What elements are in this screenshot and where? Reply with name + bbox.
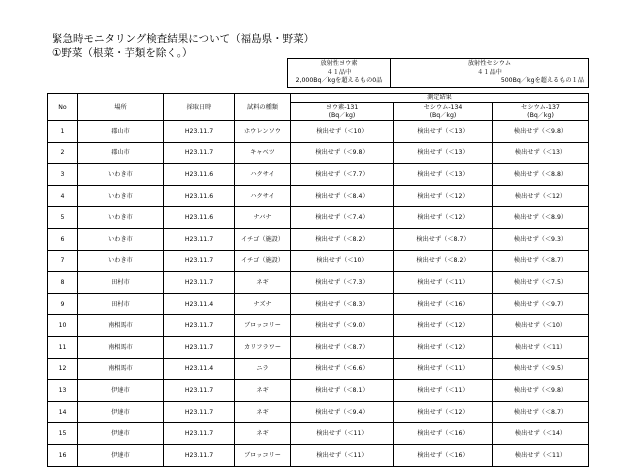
cell-cs137: 検出せず（＜11） — [493, 336, 589, 358]
cell-item: イチゴ（施設） — [235, 228, 291, 250]
cell-cs134: 検出せず（＜12） — [394, 315, 493, 337]
cell-i131: 検出せず（＜10） — [291, 250, 394, 272]
cell-date: H23.11.7 — [164, 121, 235, 143]
table-row — [48, 444, 589, 466]
cell-i131: 検出せず（＜8.2） — [291, 228, 394, 250]
cell-i131: 検出せず（＜6.6） — [291, 358, 394, 380]
cell-item: ブロッコリー — [235, 444, 291, 466]
cell-item: イチゴ（施設） — [235, 250, 291, 272]
cell-i131: 検出せず（＜9.8） — [291, 142, 394, 164]
cell-item: ホウレンソウ — [235, 121, 291, 143]
summary-iodine-note: 2,000Bq／kgを超えるもの0品 — [295, 77, 383, 85]
summary-iodine-cell — [288, 59, 391, 88]
summary-iodine-label: 放射性ヨウ素 — [320, 60, 358, 68]
cell-place: 南相馬市 — [78, 358, 164, 380]
cell-item: ネギ — [235, 380, 291, 402]
cell-place: 郡山市 — [78, 142, 164, 164]
cell-place: 南相馬市 — [78, 336, 164, 358]
cell-item: ネギ — [235, 423, 291, 445]
table-row — [48, 358, 589, 380]
cell-i131: 検出せず（＜7.7） — [291, 164, 394, 186]
cell-cs137: 検出せず（＜9.8） — [493, 380, 589, 402]
summary-cesium-count: ４１品中 — [477, 68, 502, 76]
cell-cs134: 検出せず（＜13） — [394, 142, 493, 164]
header-unit-cs134: (Bq／kg) — [394, 112, 493, 121]
cell-i131: 検出せず（＜11） — [291, 423, 394, 445]
cell-cs137: 検出せず（＜9.8） — [493, 121, 589, 143]
cell-cs137: 検出せず（＜9.7） — [493, 293, 589, 315]
header-cs137: セシウム-137 — [493, 103, 589, 113]
cell-cs137: 検出せず（＜8.7） — [493, 401, 589, 423]
cell-cs137: 検出せず（＜8.9） — [493, 207, 589, 229]
cell-date: H23.11.7 — [164, 444, 235, 466]
cell-no: 1 — [48, 121, 78, 143]
cell-cs137: 検出せず（＜12） — [493, 185, 589, 207]
cell-cs137: 検出せず（＜14） — [493, 423, 589, 445]
cell-i131: 検出せず（＜9.0） — [291, 315, 394, 337]
cell-no: 12 — [48, 358, 78, 380]
summary-iodine-count: ４１品中 — [326, 68, 352, 76]
cell-date: H23.11.7 — [164, 380, 235, 402]
cell-no: 2 — [48, 142, 78, 164]
table-row — [48, 164, 589, 186]
table-row — [48, 380, 589, 402]
cell-cs137: 検出せず（＜10） — [493, 315, 589, 337]
cell-no: 9 — [48, 293, 78, 315]
cell-cs134: 検出せず（＜11） — [394, 272, 493, 294]
cell-date: H23.11.7 — [164, 315, 235, 337]
header-i131: ヨウ素-131 — [291, 103, 394, 113]
cell-date: H23.11.6 — [164, 207, 235, 229]
cell-place: 田村市 — [78, 272, 164, 294]
cell-date: H23.11.7 — [164, 142, 235, 164]
cell-i131: 検出せず（＜8.3） — [291, 293, 394, 315]
cell-place: いわき市 — [78, 207, 164, 229]
cell-date: H23.11.7 — [164, 272, 235, 294]
cell-no: 13 — [48, 380, 78, 402]
cell-item: ネギ — [235, 401, 291, 423]
cell-i131: 検出せず（＜7.3） — [291, 272, 394, 294]
cell-no: 4 — [48, 185, 78, 207]
table-row — [48, 423, 589, 445]
cell-cs137: 検出せず（＜9.5） — [493, 358, 589, 380]
cell-cs134: 検出せず（＜11） — [394, 358, 493, 380]
cell-cs134: 検出せず（＜13） — [394, 121, 493, 143]
cell-date: H23.11.4 — [164, 293, 235, 315]
table-row — [48, 207, 589, 229]
header-item: 試料の種類 — [235, 94, 291, 121]
cell-i131: 検出せず（＜10） — [291, 121, 394, 143]
cell-no: 3 — [48, 164, 78, 186]
header-cs134: セシウム-134 — [394, 103, 493, 113]
cell-cs134: 検出せず（＜8.2） — [394, 250, 493, 272]
cell-no: 15 — [48, 423, 78, 445]
cell-cs134: 検出せず（＜11） — [394, 380, 493, 402]
cell-i131: 検出せず（＜11） — [291, 444, 394, 466]
cell-cs134: 検出せず（＜12） — [394, 207, 493, 229]
header-unit-cs137: (Bq／kg) — [493, 112, 589, 121]
cell-place: 南相馬市 — [78, 315, 164, 337]
cell-no: 11 — [48, 336, 78, 358]
cell-date: H23.11.7 — [164, 336, 235, 358]
cell-no: 7 — [48, 250, 78, 272]
summary-cesium-label: 放射性セシウム — [467, 60, 512, 68]
cell-date: H23.11.7 — [164, 250, 235, 272]
table-row — [48, 315, 589, 337]
header-date: 採取日時 — [164, 94, 235, 121]
cell-cs137: 検出せず（＜8.7） — [493, 250, 589, 272]
cell-item: ハクサイ — [235, 164, 291, 186]
cell-item: カリフラワー — [235, 336, 291, 358]
cell-cs134: 検出せず（＜16） — [394, 423, 493, 445]
cell-no: 16 — [48, 444, 78, 466]
cell-item: ブロッコリー — [235, 315, 291, 337]
cell-place: いわき市 — [78, 250, 164, 272]
cell-place: いわき市 — [78, 228, 164, 250]
cell-item: ネギ — [235, 272, 291, 294]
cell-item: ナバナ — [235, 207, 291, 229]
cell-place: 伊達市 — [78, 423, 164, 445]
cell-place: いわき市 — [78, 185, 164, 207]
cell-cs134: 検出せず（＜12） — [394, 336, 493, 358]
table-row — [48, 293, 589, 315]
page-title: 緊急時モニタリング検査結果について（福島県・野菜） — [52, 33, 315, 45]
table-row — [48, 142, 589, 164]
table-row — [48, 272, 589, 294]
table-row — [48, 401, 589, 423]
table-row — [48, 228, 589, 250]
cell-date: H23.11.6 — [164, 185, 235, 207]
cell-no: 8 — [48, 272, 78, 294]
cell-no: 14 — [48, 401, 78, 423]
cell-item: ハクサイ — [235, 185, 291, 207]
cell-cs137: 検出せず（＜11） — [493, 444, 589, 466]
cell-place: 田村市 — [78, 293, 164, 315]
cell-place: 伊達市 — [78, 401, 164, 423]
cell-i131: 検出せず（＜7.4） — [291, 207, 394, 229]
table-row — [48, 185, 589, 207]
cell-date: H23.11.7 — [164, 423, 235, 445]
cell-no: 10 — [48, 315, 78, 337]
cell-place: 伊達市 — [78, 380, 164, 402]
cell-place: いわき市 — [78, 164, 164, 186]
cell-place: 郡山市 — [78, 121, 164, 143]
summary-cesium-cell — [391, 59, 589, 88]
summary-table — [287, 58, 589, 88]
cell-cs134: 検出せず（＜16） — [394, 444, 493, 466]
header-place: 場所 — [78, 94, 164, 121]
cell-item: ニラ — [235, 358, 291, 380]
header-no: No — [48, 94, 78, 121]
cell-no: 5 — [48, 207, 78, 229]
table-row — [48, 336, 589, 358]
header-unit-i131: (Bq／kg) — [291, 112, 394, 121]
page-subtitle: ①野菜（根菜・芋類を除く。） — [52, 47, 193, 59]
cell-cs137: 検出せず（＜13） — [493, 142, 589, 164]
table-row — [48, 121, 589, 143]
cell-cs137: 検出せず（＜8.8） — [493, 164, 589, 186]
cell-i131: 検出せず（＜8.7） — [291, 336, 394, 358]
cell-date: H23.11.7 — [164, 401, 235, 423]
cell-place: 伊達市 — [78, 444, 164, 466]
cell-cs134: 検出せず（＜16） — [394, 293, 493, 315]
cell-cs134: 検出せず（＜13） — [394, 164, 493, 186]
cell-cs134: 検出せず（＜12） — [394, 401, 493, 423]
cell-i131: 検出せず（＜8.1） — [291, 380, 394, 402]
cell-item: ナズナ — [235, 293, 291, 315]
header-row — [48, 94, 589, 103]
cell-date: H23.11.7 — [164, 228, 235, 250]
results-table — [47, 93, 589, 467]
cell-no: 6 — [48, 228, 78, 250]
cell-cs134: 検出せず（＜8.7） — [394, 228, 493, 250]
cell-i131: 検出せず（＜9.4） — [291, 401, 394, 423]
cell-date: H23.11.6 — [164, 164, 235, 186]
cell-item: キャベツ — [235, 142, 291, 164]
cell-cs134: 検出せず（＜12） — [394, 185, 493, 207]
cell-cs137: 検出せず（＜7.5） — [493, 272, 589, 294]
header-measured: 測定結果 — [291, 94, 589, 103]
table-row — [48, 250, 589, 272]
cell-i131: 検出せず（＜8.4） — [291, 185, 394, 207]
cell-date: H23.11.4 — [164, 358, 235, 380]
cell-cs137: 検出せず（＜9.3） — [493, 228, 589, 250]
summary-cesium-note: 500Bq／kgを超えるもの１品 — [500, 77, 584, 85]
